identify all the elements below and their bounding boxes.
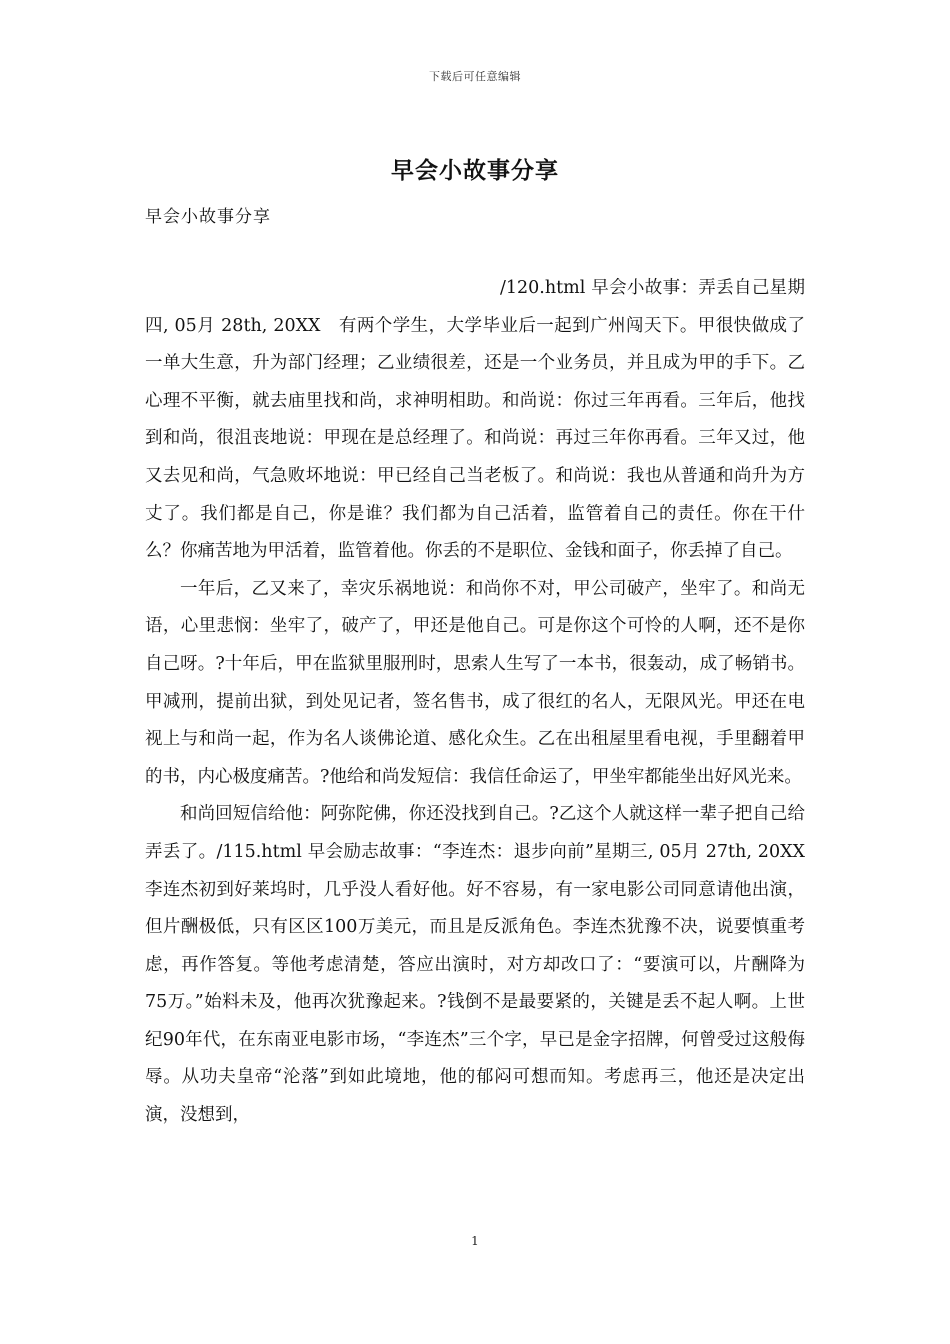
paragraph-3: 和尚回短信给他：阿弥陀佛，你还没找到自己。?乙这个人就这样一辈子把自己给弄丢了。/115.html 早会励志故事：“李连杰：退步向前”星期三, 05月 27th, 20XX 李连杰初到好莱坞时，几乎没人看好他。好不容易，有一家电影公司同意请他出演，但片酬极低，只有区区100万美元，而且是反派角色。李连杰犹豫不决，说要慎重考虑，再作答复。等他考虑清楚，答应出演时，对方却改口了：“要演可以，片酬降为75万。”始料未及，他再次犹豫起来。?钱倒不是最要紧的，关键是丢不起人啊。上世纪90年代，在东南亚电影市场，“李连杰”三个字，早已是金字招牌，何曾受过这般侮辱。从功夫皇帝“沦落”到如此境地，他的郁闷可想而知。考虑再三，他还是决定出演，没想到，: [145, 804, 823, 1126]
document-body: [145, 270, 823, 1135]
document-title: 早会小故事分享: [391, 157, 559, 184]
paragraph-1: /120.html 早会小故事：弄丢自己星期四, 05月 28th, 20XX 有两个学生，大学毕业后一起到广州闯天下。甲很快做成了一单大生意，升为部门经理；乙业绩很差，还是一个业务员，并且成为甲的手下。乙心理不平衡，就去庙里找和尚，求神明相助。和尚说：你过三年再看。三年后，他找到和尚，很沮丧地说：甲现在是总经理了。和尚说：再过三年你再看。三年又过，他又去见和尚，气急败坏地说：甲已经自己当老板了。和尚说：我也从普通和尚升为方丈了。我们都是自己，你是谁？我们都为自己活着，监管着自己的责任。你在干什么？你痛苦地为甲活着，监管着他。你丢的不是职位、金钱和面子，你丢掉了自己。: [145, 278, 805, 562]
paragraph-2: 一年后，乙又来了，幸灾乐祸地说：和尚你不对，甲公司破产，坐牢了。和尚无语，心里悲悯：坐牢了，破产了，甲还是他自己。可是你这个可怜的人啊，还不是你自己呀。?十年后，甲在监狱里服刑时，思索人生写了一本书，很轰动，成了畅销书。甲减刑，提前出狱，到处见记者，签名售书，成了很红的名人，无限风光。甲还在电视上与和尚一起，作为名人谈佛论道、感化众生。乙在出租屋里看电视，手里翻着甲的书，内心极度痛苦。?他给和尚发短信：我信任命运了，甲坐牢都能坐出好风光来。: [145, 578, 805, 787]
page-number: 1: [471, 1234, 479, 1248]
document-subtitle: 早会小故事分享: [145, 207, 271, 227]
header-note: 下载后可任意编辑: [429, 70, 521, 83]
